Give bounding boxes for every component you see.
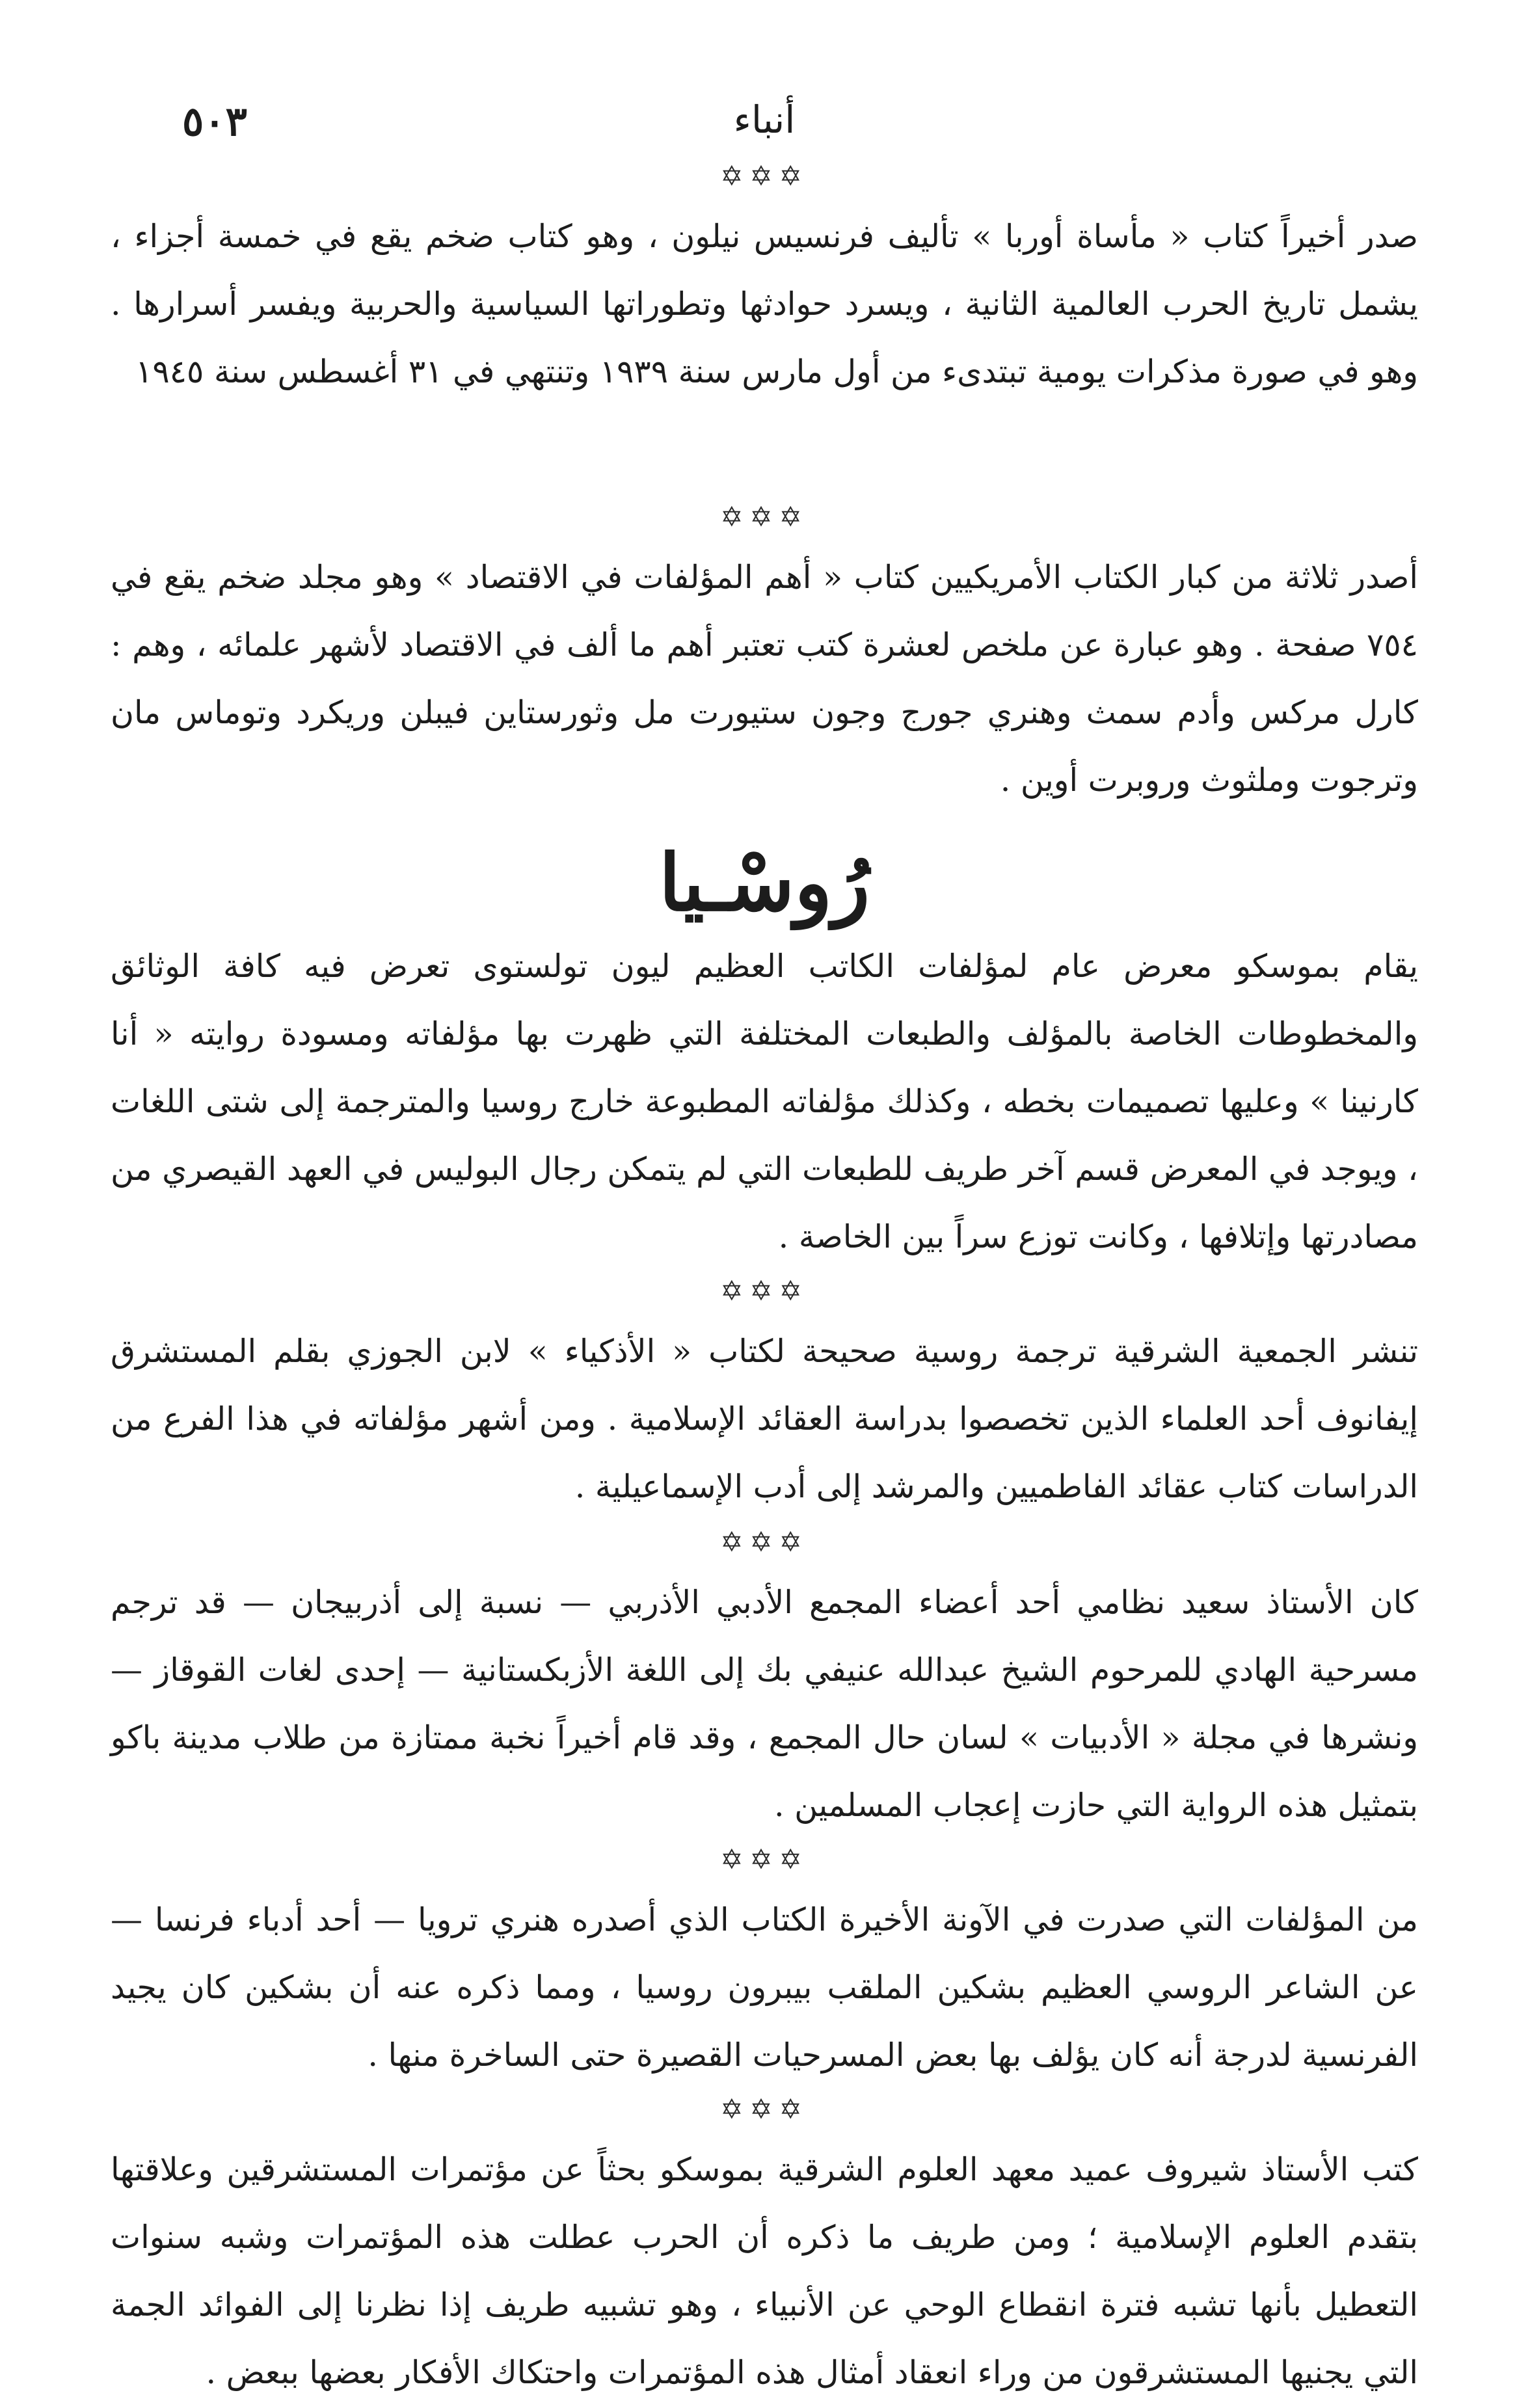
section-title-russia: رُوسْـيا [658, 837, 870, 929]
news-item-pushkin-book: من المؤلفات التي صدرت في الآونة الأخيرة الكتاب الذي أصدره هنري ترويا — أحد أدباء فرنسا — عن الشاعر الروسي العظيم بشكين الملقب بيبرون روسيا ، ومما ذكره عنه أن بشكين كان يجيد الفرنسية لدرجة أنه كان يؤلف بها بعض المسرحيات القصيرة حتى الساخرة منها . [111, 1901, 1418, 2074]
star-separator-icon: ✡✡✡ [720, 1843, 809, 1875]
news-item-azerbaijan-play: كان الأستاذ سعيد نظامي أحد أعضاء المجمع الأدبي الأذربي — نسبة إلى أذربيجان — قد ترجم مسرحية الهادي للمرحوم الشيخ عبدالله عنيفي بك إلى اللغة الأزبكستانية — إحدى لغات القوقاز — ونشرها في مجلة « الأدبيات » لسان حال المجمع ، وقد قام أخيراً نخبة ممتازة من طلاب مدينة باكو بتمثيل هذه الرواية التي حازت إعجاب المسلمين . [111, 1584, 1418, 1824]
star-separator-icon: ✡✡✡ [720, 501, 809, 533]
news-item-europe-tragedy: صدر أخيراً كتاب « مأساة أوربا » تأليف فرنسيس نيلون ، وهو كتاب ضخم يقع في خمسة أجزاء ، يشمل تاريخ الحرب العالمية الثانية ، ويسرد حوادثها وتطوراتها السياسية والحربية ويفسر أسرارها . وهو في صورة مذكرات يومية تبتدىء من أول مارس سنة ١٩٣٩ وتنتهي في ٣١ أغسطس سنة ١٩٤٥ [111, 218, 1418, 390]
news-item-tolstoy-exhibition: يقام بموسكو معرض عام لمؤلفات الكاتب العظيم ليون تولستوى تعرض فيه كافة الوثائق والمخطوطات الخاصة بالمؤلف والطبعات المختلفة التي ظهرت بها مؤلفاته ومسودة روايته « أنا كارنينا » وعليها تصميمات بخطه ، وكذلك مؤلفاته المطبوعة خارج روسيا والمترجمة إلى شتى اللغات ، ويوجد في المعرض قسم آخر طريف للطبعات التي لم يتمكن رجال البوليس في العهد القيصري من مصادرتها وإتلافها ، وكانت توزع سراً بين الخاصة . [111, 948, 1418, 1255]
star-separator-icon: ✡✡✡ [720, 1526, 809, 1558]
page-header [111, 85, 1418, 163]
star-separator-icon: ✡✡✡ [720, 160, 809, 192]
star-separator-icon: ✡✡✡ [720, 2093, 809, 2125]
page-number: ٥٠٣ [182, 98, 247, 145]
news-item-al-adhkiya-translation: تنشر الجمعية الشرقية ترجمة روسية صحيحة لكتاب « الأذكياء » لابن الجوزي بقلم المستشرق إيفانوف أحد العلماء الذين تخصصوا بدراسة العقائد الإسلامية . ومن أشهر مؤلفاته في هذا الفرع من الدراسات كتاب عقائد الفاطميين والمرشد إلى أدب الإسماعيلية . [111, 1333, 1418, 1505]
news-item-economics-books: أصدر ثلاثة من كبار الكتاب الأمريكيين كتاب « أهم المؤلفات في الاقتصاد » وهو مجلد ضخم يقع في ٧٥٤ صفحة . وهو عبارة عن ملخص لعشرة كتب تعتبر أهم ما ألف في الاقتصاد لأشهر علمائه ، وهم : كارل مركس وأدم سمث وهنري جورج وجون ستيورت مل وثورستاين فيبلن وريكرد وتوماس مان وترجوت وملثوث وروبرت أوين . [111, 559, 1418, 799]
page [111, 85, 1418, 2391]
star-separator-icon: ✡✡✡ [720, 1275, 809, 1307]
news-item-orientalist-congresses: كتب الأستاذ شيروف عميد معهد العلوم الشرقية بموسكو بحثاً عن مؤتمرات المستشرقين وعلاقتها بتقدم العلوم الإسلامية ؛ ومن طريف ما ذكره أن الحرب عطلت هذه المؤتمرات وشبه سنوات التعطيل بأنها تشبه فترة انقطاع الوحي عن الأنبياء ، وهو تشبيه طريف إذا نظرنا إلى الفوائد الجمة التي يجنيها المستشرقون من وراء انعقاد أمثال هذه المؤتمرات واحتكاك الأفكار بعضها ببعض . [111, 2151, 1418, 2391]
running-head: أنباء [733, 98, 796, 142]
